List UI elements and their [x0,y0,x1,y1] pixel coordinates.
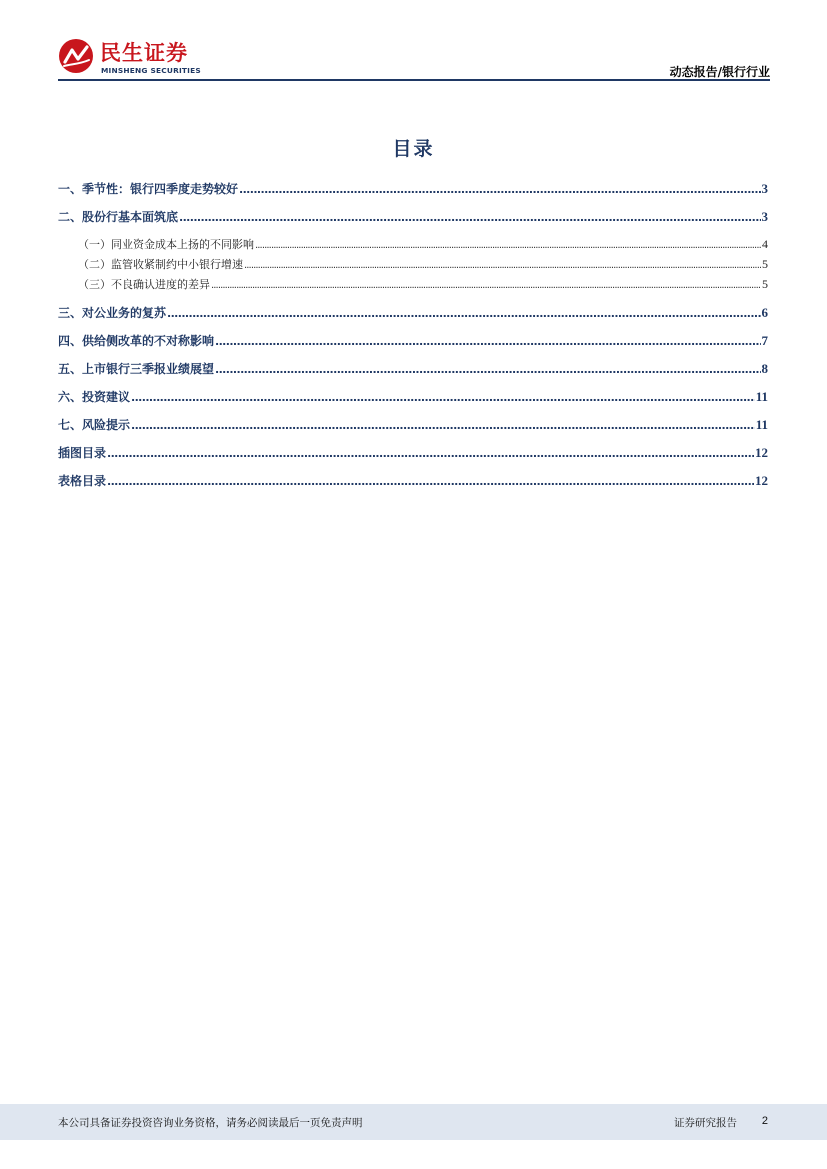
toc-entry-page: 5 [762,257,768,271]
toc-entry-page: 6 [761,305,768,320]
toc-entry[interactable] [58,332,768,349]
toc-entry[interactable] [58,388,768,405]
toc-entry[interactable] [58,208,768,225]
page-header [58,36,770,80]
toc-entry-page: 12 [755,445,768,460]
toc-dot-leader [215,363,760,376]
toc-entry[interactable] [78,256,768,272]
company-logo [58,36,218,80]
footer-doc-type: 证券研究报告 [674,1117,737,1129]
toc-dot-leader [107,475,754,488]
toc-entry-label: 插图目录 [58,446,107,460]
toc-entry-page: 3 [761,209,768,224]
page-footer [0,1104,827,1140]
toc-entry[interactable] [58,304,768,321]
toc-entry-label: 五、上市银行三季报业绩展望 [58,362,215,376]
toc-entry[interactable] [58,416,768,433]
toc-entry[interactable] [58,472,768,489]
toc-entry-label: 一、季节性：银行四季度走势较好 [58,182,239,196]
toc-entry-label: 二、股份行基本面筑底 [58,210,179,224]
toc-entry-page: 5 [762,277,768,291]
toc-dot-leader [107,447,754,460]
toc-entry-page: 11 [755,417,768,432]
toc-entry-label: 七、风险提示 [58,418,131,432]
logo-mark-icon [58,38,94,74]
toc-entry-label: （二）监管收紧制约中小银行增速 [78,258,243,271]
toc-entry-page: 4 [762,237,768,251]
header-divider [58,79,770,81]
toc-entry-label: 六、投资建议 [58,390,131,404]
page-number: 2 [761,1115,768,1127]
toc-entry-page: 3 [761,181,768,196]
toc-entry-label: 三、对公业务的复苏 [58,306,167,320]
toc-dot-leader [131,391,755,404]
toc-dot-leader [244,260,761,271]
toc-entry-label: 四、供给侧改革的不对称影响 [58,334,215,348]
toc-dot-leader [131,419,755,432]
toc-entry-label: （一）同业资金成本上扬的不同影响 [78,238,254,251]
toc-dot-leader [239,183,760,196]
toc-entry[interactable] [78,236,768,252]
toc-dot-leader [179,211,760,224]
logo-english-name: MINSHENG SECURITIES [101,66,201,75]
toc-entry[interactable] [58,180,768,197]
toc-dot-leader [255,240,761,251]
toc-entry-page: 11 [755,389,768,404]
toc-entry-label: 表格目录 [58,474,107,488]
toc-dot-leader [215,335,760,348]
toc-entry-page: 12 [755,473,768,488]
report-type-label: 动态报告/银行行业 [669,65,770,79]
toc-entry-page: 7 [761,333,768,348]
toc-entry[interactable] [58,360,768,377]
logo-chinese-name: 民生证券 [100,41,188,65]
footer-disclaimer: 本公司具备证券投资咨询业务资格，请务必阅读最后一页免责声明 [58,1117,363,1129]
toc-entry[interactable] [58,444,768,461]
toc-dot-leader [211,280,761,291]
toc-dot-leader [167,307,760,320]
toc-entry-page: 8 [761,361,768,376]
toc-entry[interactable] [78,276,768,292]
toc-entry-label: （三）不良确认进度的差异 [78,278,210,291]
toc-title: 目录 [392,138,435,160]
